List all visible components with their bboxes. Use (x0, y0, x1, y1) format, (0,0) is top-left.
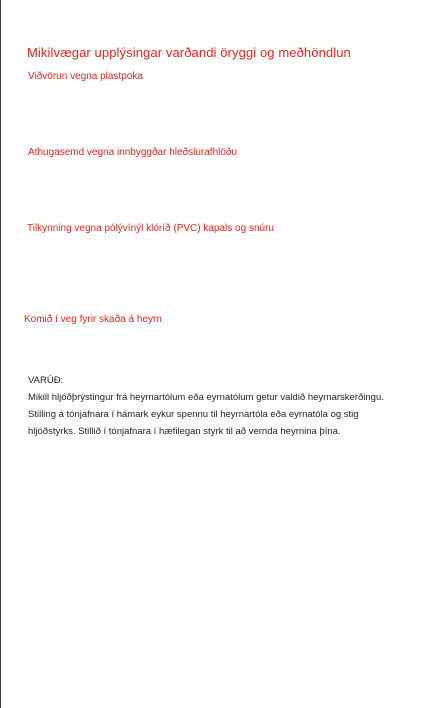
page-heading: Mikilvægar upplýsingar varðandi öryggi og meðhöndlun (27, 45, 351, 60)
section-heading-pvc-cable-notice: Tilkynning vegna pólývínýl klóríð (PVC) kapals og snúru (27, 223, 274, 234)
caution-label: VARÚÐ: (28, 375, 64, 386)
page-left-border (0, 0, 1, 708)
caution-line: Mikill hljóðþrýstingur frá heyrnartólum eða eyrnatólum getur valdið heyrnarskerðingu. (28, 392, 384, 403)
caution-line: hljóðstyrks. Stillið í tónjafnara í hæfilegan styrk til að vernda heyrnina þína. (28, 426, 341, 437)
caution-body (28, 389, 441, 440)
section-heading-plastic-bag-warning: Viðvörun vegna plastpoka (28, 71, 143, 82)
section-heading-battery-notice: Athugasemd vegna innbyggðar hleðslurafhlöðu (28, 147, 238, 158)
caution-line: Stilling á tónjafnara í hámark eykur spennu til heyrnartóla eða eyrnatóla og stig (28, 409, 359, 420)
section-heading-hearing-damage: Komið í veg fyrir skaða á heyrn (24, 314, 162, 325)
